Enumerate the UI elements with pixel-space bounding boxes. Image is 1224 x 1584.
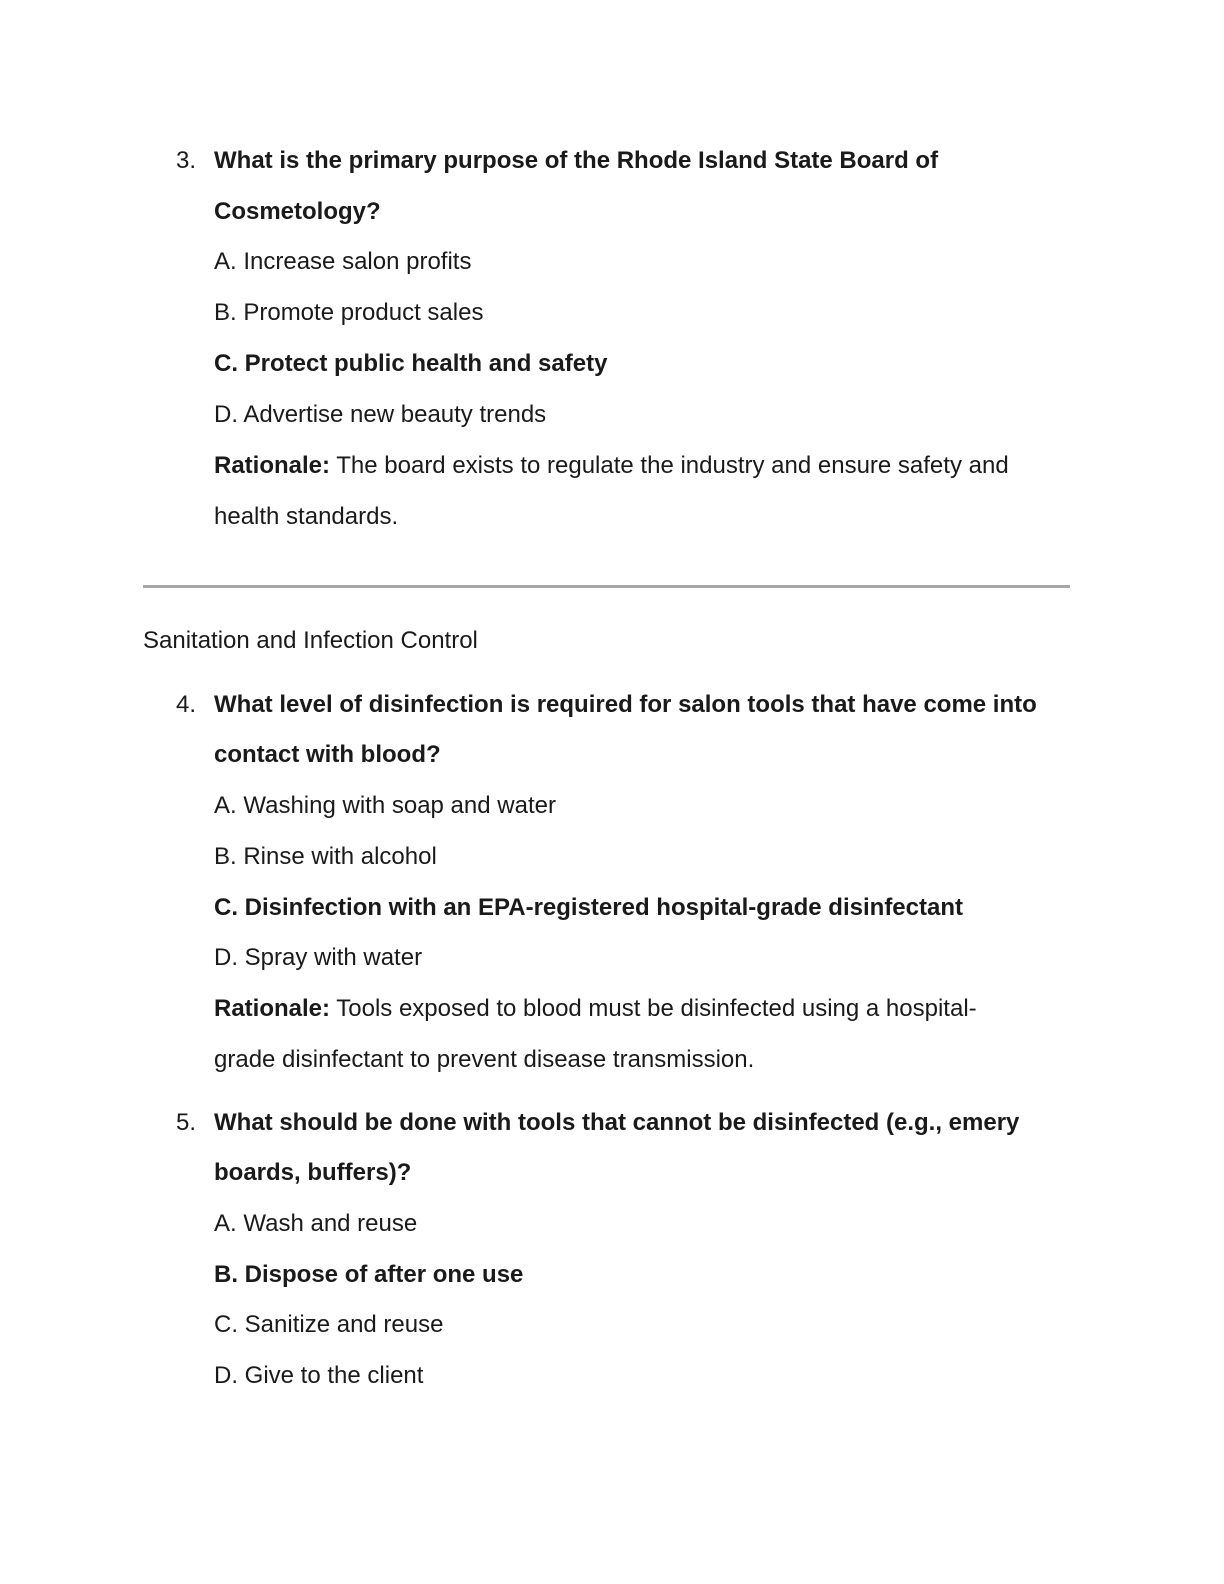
question-number: 3.: [176, 147, 197, 174]
option-b: B. Promote product sales: [214, 299, 484, 326]
option-c: C. Sanitize and reuse: [214, 1311, 444, 1338]
question-text-line-2: Cosmetology?: [214, 198, 381, 225]
option-d: D. Give to the client: [214, 1362, 424, 1389]
question-text-line-1: What should be done with tools that cannot be disinfected (e.g., emery: [214, 1109, 1020, 1136]
question-text-line-1: What is the primary purpose of the Rhode Island State Board of: [214, 147, 939, 174]
question-number: 5.: [176, 1109, 197, 1136]
question-text-line-1: What level of disinfection is required for salon tools that have come into: [214, 691, 1037, 718]
option-c-correct: C. Protect public health and safety: [214, 350, 608, 377]
section-divider: [143, 585, 1070, 588]
rationale-line-1: [214, 994, 977, 1024]
option-a: A. Increase salon profits: [214, 248, 472, 275]
question-text-line-2: boards, buffers)?: [214, 1159, 412, 1186]
rationale-text: Tools exposed to blood must be disinfected using a hospital-: [330, 995, 977, 1022]
option-a: A. Wash and reuse: [214, 1210, 418, 1237]
option-c-correct: C. Disinfection with an EPA-registered hospital-grade disinfectant: [214, 894, 963, 921]
option-b-correct: B. Dispose of after one use: [214, 1261, 524, 1288]
question-text-line-2: contact with blood?: [214, 741, 441, 768]
option-a: A. Washing with soap and water: [214, 792, 556, 819]
rationale-line-2: grade disinfectant to prevent disease transmission.: [214, 1046, 755, 1073]
option-b: B. Rinse with alcohol: [214, 843, 437, 870]
rationale-line-2: health standards.: [214, 503, 399, 530]
section-heading: Sanitation and Infection Control: [143, 627, 478, 654]
option-d: D. Advertise new beauty trends: [214, 401, 547, 428]
rationale-label: Rationale:: [214, 452, 331, 479]
rationale-label: Rationale:: [214, 995, 331, 1022]
option-d: D. Spray with water: [214, 944, 423, 971]
rationale-text: The board exists to regulate the industry and ensure safety and: [330, 452, 1009, 479]
question-number: 4.: [176, 691, 197, 718]
rationale-line-1: [214, 451, 1009, 481]
